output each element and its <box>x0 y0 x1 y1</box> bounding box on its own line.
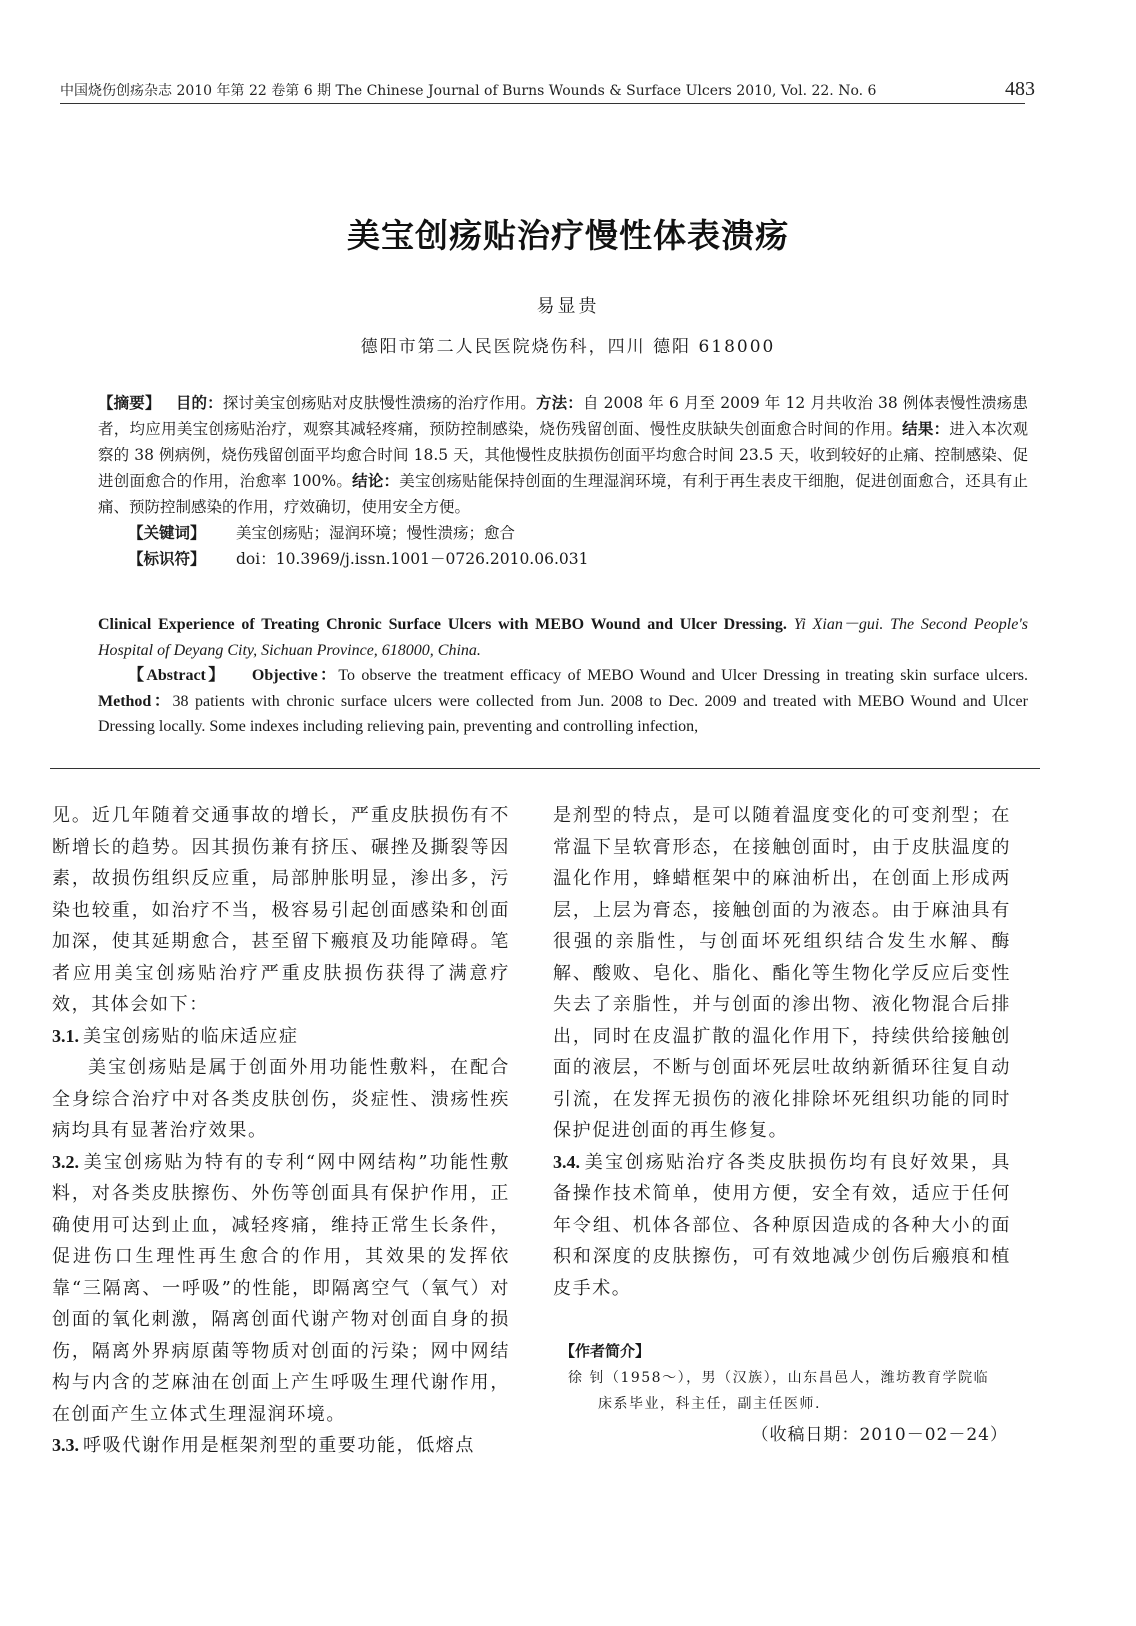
received-date: （收稿日期：2010－02－24） <box>751 1425 1008 1445</box>
english-title: Clinical Experience of Treating Chronic Surface Ulcers with MEBO Wound and Ulcer Dressing. <box>98 616 787 633</box>
section-number: 3.2. <box>52 1151 79 1172</box>
section-number: 3.4. <box>553 1151 580 1172</box>
keywords-line <box>98 520 1028 546</box>
section-3-2 <box>52 1147 510 1431</box>
result-text: 进入本次观察的 38 例病例，烧伤残留创面平均愈合时间 18.5 天，其他慢性皮肤损伤创面平均愈合时间 23.5 天，收到较好的止痛、控制感染、促进创面愈合的作用，治愈率 100%。 <box>98 420 1028 490</box>
method-label: 方法： <box>535 393 583 412</box>
section-3-3-text: 呼吸代谢作用是框架剂型的重要功能，低熔点 <box>83 1435 475 1456</box>
abstract-label: 【摘要】 <box>98 393 161 412</box>
author-bio-label: 【作者简介】 <box>560 1342 651 1360</box>
english-objective-text: To observe the treatment efficacy of MEBO Wound and Ulcer Dressing in treating skin surface ulcers. <box>338 667 1028 684</box>
conclusion-label: 结论： <box>352 471 400 490</box>
right-column <box>553 800 1011 1304</box>
english-abstract-label: 【Abstract】 <box>128 667 227 684</box>
journal-citation: 中国烧伤创疡杂志 2010 年第 22 卷第 6 期 The Chinese Journal of Burns Wounds & Surface Ulcers 2010, Vol. 22. No. 6 <box>60 83 877 99</box>
header-rule <box>60 103 1025 104</box>
section-3-3 <box>52 1430 510 1462</box>
body-rule <box>50 768 1040 769</box>
left-column <box>52 800 510 1462</box>
running-header <box>60 80 1035 104</box>
article-title: 美宝创疡贴治疗慢性体表溃疡 <box>347 216 789 255</box>
section-3-4 <box>553 1147 1011 1305</box>
english-abstract-body <box>98 663 1028 740</box>
abstract-cn-body <box>98 390 1028 520</box>
keywords-text: 美宝创疡贴；湿润环境；慢性溃疡；愈合 <box>236 524 516 542</box>
author: 易显贵 <box>536 296 600 317</box>
section-3-1-text: 美宝创疡贴是属于创面外用功能性敷料，在配合全身综合治疗中对各类皮肤创伤，炎症性、溃疡性疾病均具有显著治疗效果。 <box>52 1057 510 1141</box>
keywords-label: 【关键词】 <box>128 523 206 542</box>
conclusion-text: 美宝创疡贴能保持创面的生理湿润环境，有利于再生表皮干细胞，促进创面愈合，还具有止痛、预防控制感染的作用，疗效确切，使用安全方便。 <box>98 472 1028 516</box>
result-label: 结果： <box>902 419 950 438</box>
objective-text: 探讨美宝创疡贴对皮肤慢性溃疡的治疗作用。 <box>222 394 536 412</box>
section-number: 3.3. <box>52 1435 79 1455</box>
section-3-2-text: 美宝创疡贴为特有的专利“网中网结构”功能性敷料，对各类皮肤擦伤、外伤等创面具有保护作用，正确使用可达到止血，减轻疼痛，维持正常生长条件，促进伤口生理性再生愈合的作用，其效果的发挥依靠“三隔离、一呼吸”的性能，即隔离空气（氧气）对创面的氧化刺激，隔离创面代谢产物对创面自身的损伤，隔离外界病原菌等物质对创面的污染；网中网结构与内含的芝麻油在创面上产生呼吸生理代谢作用，在创面产生立体式生理湿润环境。 <box>52 1151 510 1425</box>
page-number: 483 <box>1005 78 1035 100</box>
identifier-label: 【标识符】 <box>128 549 206 568</box>
abstract-chinese <box>98 390 1028 572</box>
author-bio-line-1: 徐 钊（1958～），男（汉族），山东昌邑人，潍坊教育学院临 <box>568 1370 990 1386</box>
english-method-text: 38 patients with chronic surface ulcers were collected from Jun. 2008 to Dec. 2009 and treated with MEBO Wound and Ulcer Dressing locally. Some indexes including relieving pain, preventing and controlling infection, <box>98 692 1028 735</box>
method-text: 自 2008 年 6 月至 2009 年 12 月共收治 38 例体表慢性溃疡患者，均应用美宝创疡贴治疗，观察其减轻疼痛，预防控制感染，烧伤残留创面、慢性皮肤缺失创面愈合时间的作用。 <box>98 394 1028 438</box>
identifier-line <box>98 546 1028 572</box>
objective-label: 目的： <box>175 393 223 412</box>
section-number: 3.1. <box>52 1025 79 1046</box>
section-3-1-heading <box>52 1021 510 1053</box>
doi-text: doi：10.3969/j.issn.1001－0726.2010.06.031 <box>236 550 589 568</box>
author-bio <box>568 1365 1013 1417</box>
left-paragraph: 见。近几年随着交通事故的增长，严重皮肤损伤有不断增长的趋势。因其损伤兼有挤压、碾挫及撕裂等因素，故损伤组织反应重，局部肿胀明显，渗出多，污染也较重，如治疗不当，极容易引起创面感染和创面加深，使其延期愈合，甚至留下瘢痕及功能障碍。笔者应用美宝创疡贴治疗严重皮肤损伤获得了满意疗效，其体会如下： <box>52 805 510 1015</box>
english-objective-label: Objective： <box>251 667 339 684</box>
english-method-label: Method： <box>98 692 173 710</box>
affiliation: 德阳市第二人民医院烧伤科，四川 德阳 618000 <box>360 337 776 357</box>
right-paragraph: 是剂型的特点，是可以随着温度变化的可变剂型；在常温下呈软膏形态，在接触创面时，由于皮肤温度的温化作用，蜂蜡框架中的麻油析出，在创面上形成两层，上层为膏态，接触创面的为液态。由于麻油具有很强的亲脂性，与创面坏死组织结合发生水解、酶解、酸败、皂化、脂化、酯化等生物化学反应后变性失去了亲脂性，并与创面的渗出物、液化物混合后排出，同时在皮温扩散的温化作用下，持续供给接触创面的液层，不断与创面坏死层吐故纳新循环往复自动引流，在发挥无损伤的液化排除坏死组织功能的同时保护促进创面的再生修复。 <box>553 805 1011 1141</box>
english-author-affiliation: Yi Xian－gui. The Second People's Hospital of Deyang City, Sichuan Province, 618000, China. <box>98 616 1029 659</box>
section-3-1-title: 美宝创疡贴的临床适应症 <box>83 1025 299 1047</box>
section-3-4-text: 美宝创疡贴治疗各类皮肤损伤均有良好效果，具备操作技术简单，使用方便，安全有效，适应于任何年令组、机体各部位、各种原因造成的各种大小的面积和深度的皮肤擦伤，可有效地减少创伤后瘢痕和植皮手术。 <box>553 1151 1011 1299</box>
abstract-english <box>98 612 1028 740</box>
english-title-line <box>98 612 1028 663</box>
author-bio-line-2: 床系毕业，科主任，副主任医师. <box>598 1396 821 1412</box>
